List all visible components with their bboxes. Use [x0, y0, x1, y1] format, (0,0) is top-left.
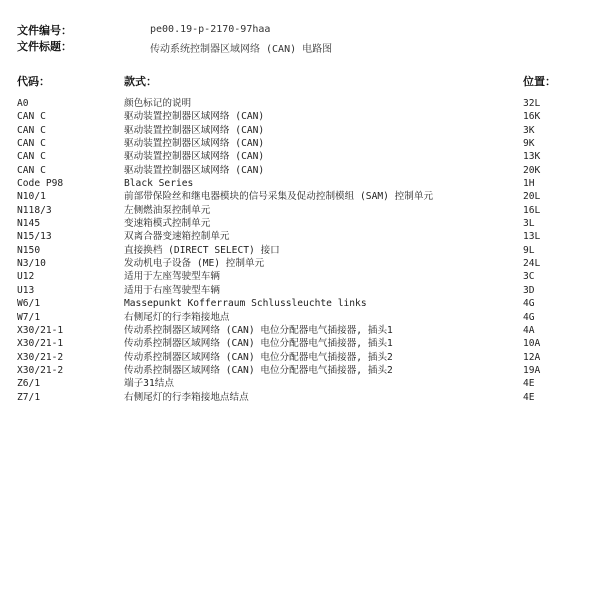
table-row — [0, 284, 609, 297]
table-row — [0, 230, 609, 243]
table-row — [0, 351, 609, 364]
row-code: Z6/1 — [17, 378, 41, 390]
doc-title-value: 传动系统控制器区域网络 (CAN) 电路图 — [150, 44, 333, 55]
row-position: 4A — [523, 324, 535, 336]
table-row — [0, 137, 609, 150]
row-position: 1H — [523, 178, 535, 190]
row-model: 左侧燃油泵控制单元 — [124, 204, 211, 216]
table-row — [0, 177, 609, 190]
row-position: 10A — [523, 338, 541, 350]
table-row — [0, 190, 609, 203]
table-row — [0, 244, 609, 257]
row-position: 3L — [523, 218, 535, 230]
row-position: 20K — [523, 164, 541, 176]
row-model: 传动系控制器区域网络 (CAN) 电位分配器电气插接器, 插头2 — [124, 364, 393, 376]
row-code: Z7/1 — [17, 391, 41, 403]
row-model: 右侧尾灯的行李箱接地点 — [124, 311, 230, 323]
row-model: 右侧尾灯的行李箱接地点结点 — [124, 391, 249, 403]
table-row — [0, 124, 609, 137]
row-position: 19A — [523, 364, 541, 376]
table-row — [0, 337, 609, 350]
column-header-code: 代码： — [17, 75, 50, 88]
row-model: 传动系控制器区域网络 (CAN) 电位分配器电气插接器, 插头2 — [124, 351, 393, 363]
table-row — [0, 364, 609, 377]
table-row — [0, 257, 609, 270]
row-position: 3C — [523, 271, 535, 283]
row-code: CAN C — [17, 164, 46, 176]
row-code: CAN C — [17, 111, 46, 123]
doc-title-label: 文件标题： — [17, 40, 72, 53]
table-row — [0, 377, 609, 390]
row-position: 3K — [523, 124, 535, 136]
row-model: Black Series — [124, 178, 194, 190]
row-code: CAN C — [17, 138, 46, 150]
row-model: 驱动装置控制器区域网络 (CAN) — [124, 164, 265, 176]
row-model: 传动系控制器区域网络 (CAN) 电位分配器电气插接器, 插头1 — [124, 324, 393, 336]
row-position: 13K — [523, 151, 541, 163]
row-model: 驱动装置控制器区域网络 (CAN) — [124, 138, 265, 150]
row-model: 驱动装置控制器区域网络 (CAN) — [124, 151, 265, 163]
row-position: 16L — [523, 204, 541, 216]
row-model: 前部带保险丝和继电器模块的信号采集及促动控制模组 (SAM) 控制单元 — [124, 191, 434, 203]
row-code: U12 — [17, 271, 35, 283]
row-position: 9K — [523, 138, 535, 150]
column-header-position: 位置： — [523, 75, 556, 88]
row-code: X30/21-1 — [17, 338, 64, 350]
row-code: U13 — [17, 284, 35, 296]
table-row — [0, 110, 609, 123]
row-position: 24L — [523, 258, 541, 270]
row-code: W6/1 — [17, 298, 41, 310]
table-row — [0, 270, 609, 283]
table-row — [0, 391, 609, 404]
row-model: 变速箱模式控制单元 — [124, 218, 211, 230]
row-position: 32L — [523, 98, 541, 109]
row-code: A0 — [17, 98, 29, 109]
row-code: N10/1 — [17, 191, 46, 203]
row-code: X30/21-2 — [17, 364, 64, 376]
row-code: CAN C — [17, 151, 46, 163]
row-model: 驱动装置控制器区域网络 (CAN) — [124, 124, 265, 136]
row-position: 13L — [523, 231, 541, 243]
table-row — [0, 150, 609, 163]
component-table — [0, 97, 609, 404]
row-position: 4E — [523, 391, 535, 403]
row-code: N15/13 — [17, 231, 52, 243]
row-code: Code P98 — [17, 178, 64, 190]
table-row — [0, 97, 609, 110]
doc-number-label: 文件编号： — [17, 24, 72, 37]
row-code: N118/3 — [17, 204, 52, 216]
row-model: 发动机电子设备 (ME) 控制单元 — [124, 258, 265, 270]
table-row — [0, 297, 609, 310]
row-position: 4G — [523, 298, 535, 310]
table-row — [0, 164, 609, 177]
row-position: 20L — [523, 191, 541, 203]
row-position: 16K — [523, 111, 541, 123]
row-position: 4E — [523, 378, 535, 390]
row-model: 端子31结点 — [124, 378, 174, 390]
table-row — [0, 311, 609, 324]
row-model: 传动系控制器区域网络 (CAN) 电位分配器电气插接器, 插头1 — [124, 338, 393, 350]
row-code: N150 — [17, 244, 41, 256]
row-code: X30/21-1 — [17, 324, 64, 336]
row-code: X30/21-2 — [17, 351, 64, 363]
row-model: Massepunkt Kofferraum Schlussleuchte links — [124, 298, 367, 310]
doc-number-value: pe00.19-p-2170-97haa — [150, 24, 271, 35]
row-model: 适用于左座驾驶型车辆 — [124, 271, 220, 283]
row-model: 双离合器变速箱控制单元 — [124, 231, 230, 243]
row-code: N3/10 — [17, 258, 46, 270]
row-position: 12A — [523, 351, 541, 363]
row-model: 直接换档 (DIRECT SELECT) 接口 — [124, 244, 280, 256]
row-position: 9L — [523, 244, 535, 256]
table-row — [0, 217, 609, 230]
table-row — [0, 324, 609, 337]
row-code: N145 — [17, 218, 41, 230]
row-model: 驱动装置控制器区域网络 (CAN) — [124, 111, 265, 123]
column-header-model: 款式： — [124, 75, 157, 88]
row-position: 3D — [523, 284, 535, 296]
row-code: W7/1 — [17, 311, 41, 323]
row-model: 适用于右座驾驶型车辆 — [124, 284, 220, 296]
row-model: 颜色标记的说明 — [124, 98, 192, 109]
row-position: 4G — [523, 311, 535, 323]
row-code: CAN C — [17, 124, 46, 136]
table-row — [0, 204, 609, 217]
